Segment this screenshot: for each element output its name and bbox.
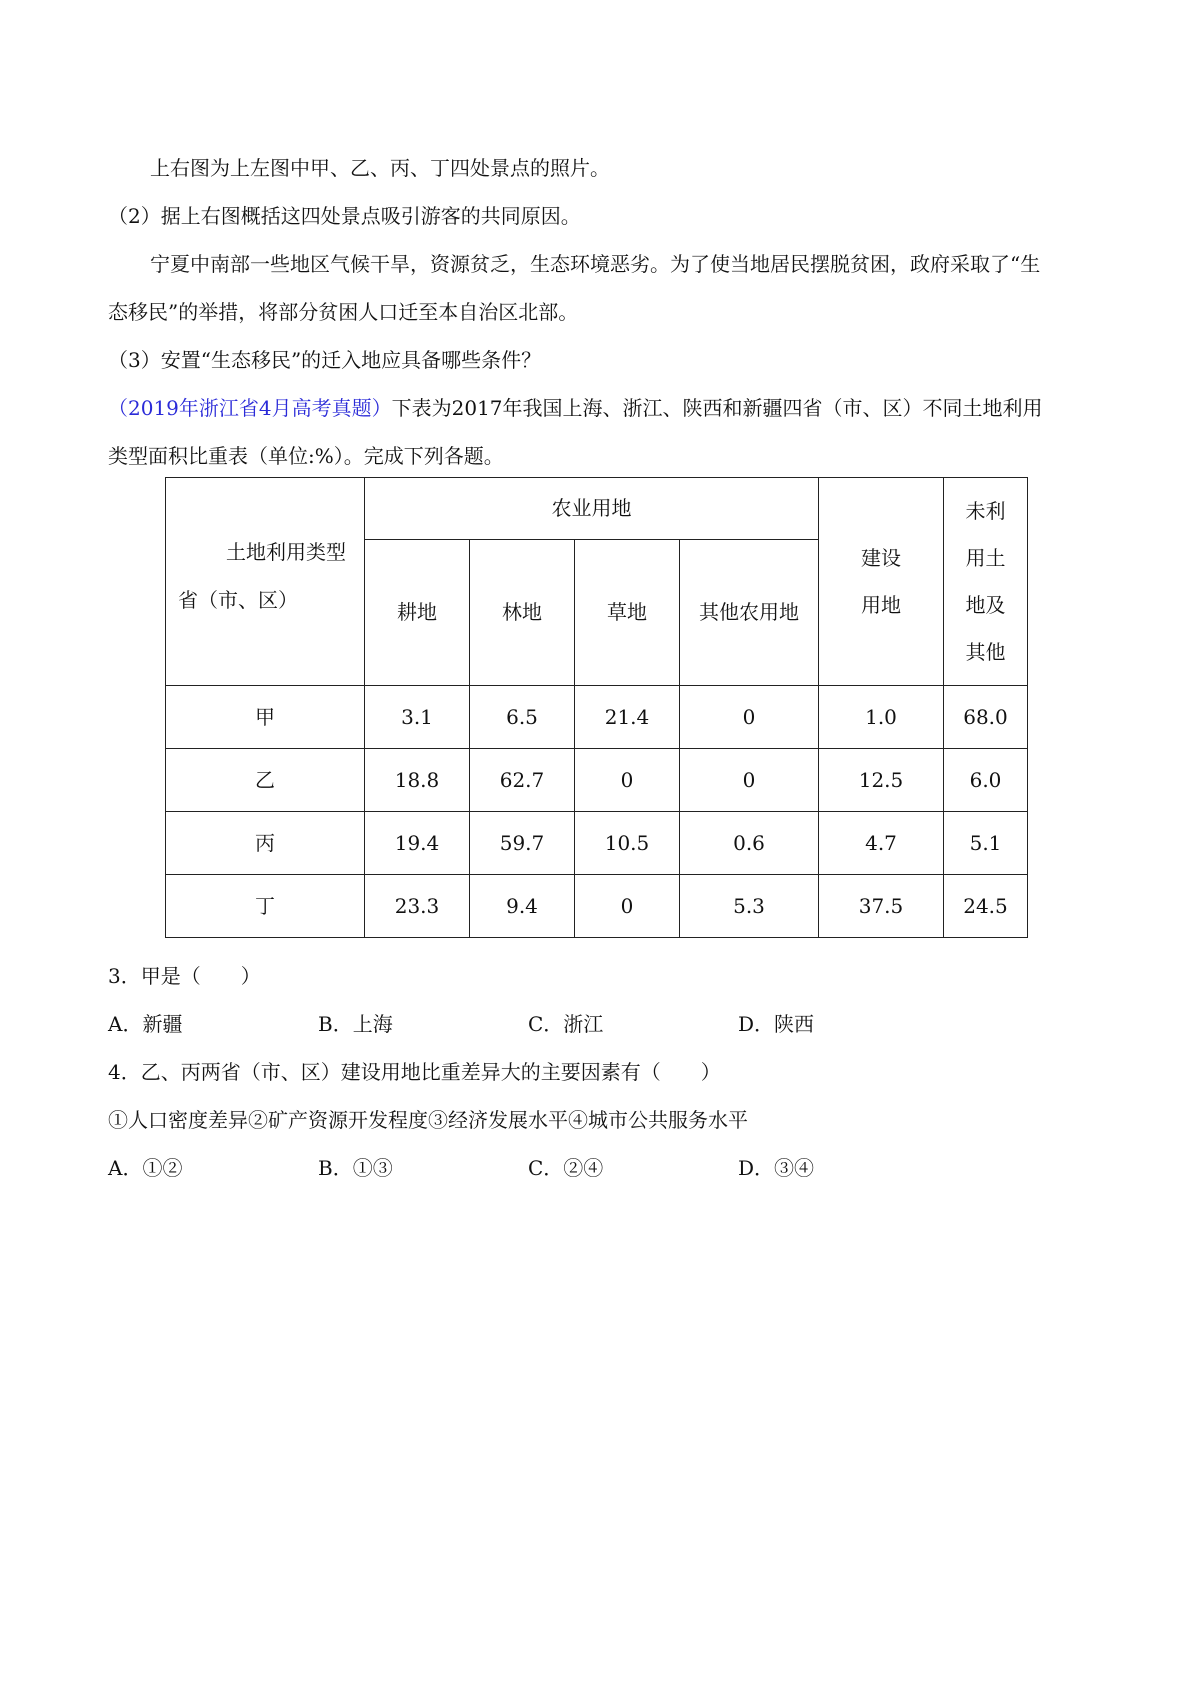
table-cell: 12.5 [819,749,944,812]
unused-header [944,478,1028,686]
mc-question-4: 4．乙、丙两省（市、区）建设用地比重差异大的主要因素有（ ） [108,1060,721,1084]
table-cell: 0 [575,875,680,938]
unused-header-line: 地及 [965,592,1006,617]
table-cell: 5.3 [680,875,819,938]
table-cell: 23.3 [365,875,470,938]
table-cell: 1.0 [819,686,944,749]
question-3: （3）安置“生态移民”的迁入地应具备哪些条件？ [108,348,542,372]
option-b: B．①③ [318,1156,393,1180]
agri-header: 农业用地 [365,478,819,540]
table-cell: 24.5 [944,875,1028,938]
build-header [819,478,944,686]
table-cell: 6.5 [470,686,575,749]
table-cell: 37.5 [819,875,944,938]
column-header: 其他农用地 [680,540,819,686]
mc-question-3: 3．甲是（ ） [108,964,261,988]
table-row [166,875,1028,938]
table-cell: 0.6 [680,812,819,875]
table-cell: 5.1 [944,812,1028,875]
build-header-line: 用地 [861,592,901,617]
option-a: A．①② [108,1156,183,1180]
unused-header-line: 用土 [965,545,1006,570]
option-c: C．浙江 [528,1012,604,1036]
option-a: A．新疆 [108,1012,183,1036]
table-cell: 0 [680,686,819,749]
paragraph-line-1: 宁夏中南部一些地区气候干旱，资源贫乏，生态环境恶劣。为了使当地居民摆脱贫困，政府采取了“生 [150,252,1041,276]
row-label: 甲 [166,686,365,749]
table-cell: 9.4 [470,875,575,938]
row-label: 丁 [166,875,365,938]
table-cell: 68.0 [944,686,1028,749]
question-stem-line-1 [108,394,1043,422]
option-c: C．②④ [528,1156,604,1180]
question-stem-line-2: 类型面积比重表（单位:%）。完成下列各题。 [108,444,504,468]
table-cell: 4.7 [819,812,944,875]
table-cell: 18.8 [365,749,470,812]
stem-text: 下表为2017年我国上海、浙江、陕西和新疆四省（市、区）不同土地利用 [391,396,1043,420]
table-cell: 19.4 [365,812,470,875]
option-d: D．陕西 [738,1012,815,1036]
column-header: 耕地 [365,540,470,686]
table-cell: 10.5 [575,812,680,875]
row-label: 乙 [166,749,365,812]
table-row [166,686,1028,749]
column-header: 草地 [575,540,680,686]
corner-header-cell [166,478,365,686]
build-header-line: 建设 [861,545,901,570]
factor-list: ①人口密度差异②矿产资源开发程度③经济发展水平④城市公共服务水平 [108,1108,748,1132]
column-header: 林地 [470,540,575,686]
corner-label-type: 土地利用类型 [226,540,346,564]
table-cell: 3.1 [365,686,470,749]
table-cell: 0 [575,749,680,812]
question-2: （2）据上右图概括这四处景点吸引游客的共同原因。 [108,204,581,228]
unused-header-line: 未利 [965,498,1006,523]
table-cell: 21.4 [575,686,680,749]
paragraph-line-2: 态移民”的举措，将部分贫困人口迁至本自治区北部。 [108,300,579,324]
table-row [166,749,1028,812]
table-cell: 0 [680,749,819,812]
row-label: 丙 [166,812,365,875]
table-cell: 62.7 [470,749,575,812]
table-row [166,812,1028,875]
unused-header-line: 其他 [965,639,1006,664]
source-tag: （2019年浙江省4月高考真题） [108,396,392,420]
corner-label-province: 省（市、区） [178,588,298,612]
option-d: D．③④ [738,1156,815,1180]
table-cell: 6.0 [944,749,1028,812]
land-use-table [165,477,1028,938]
option-b: B．上海 [318,1012,393,1036]
table-cell: 59.7 [470,812,575,875]
intro-text: 上右图为上左图中甲、乙、丙、丁四处景点的照片。 [150,156,610,180]
